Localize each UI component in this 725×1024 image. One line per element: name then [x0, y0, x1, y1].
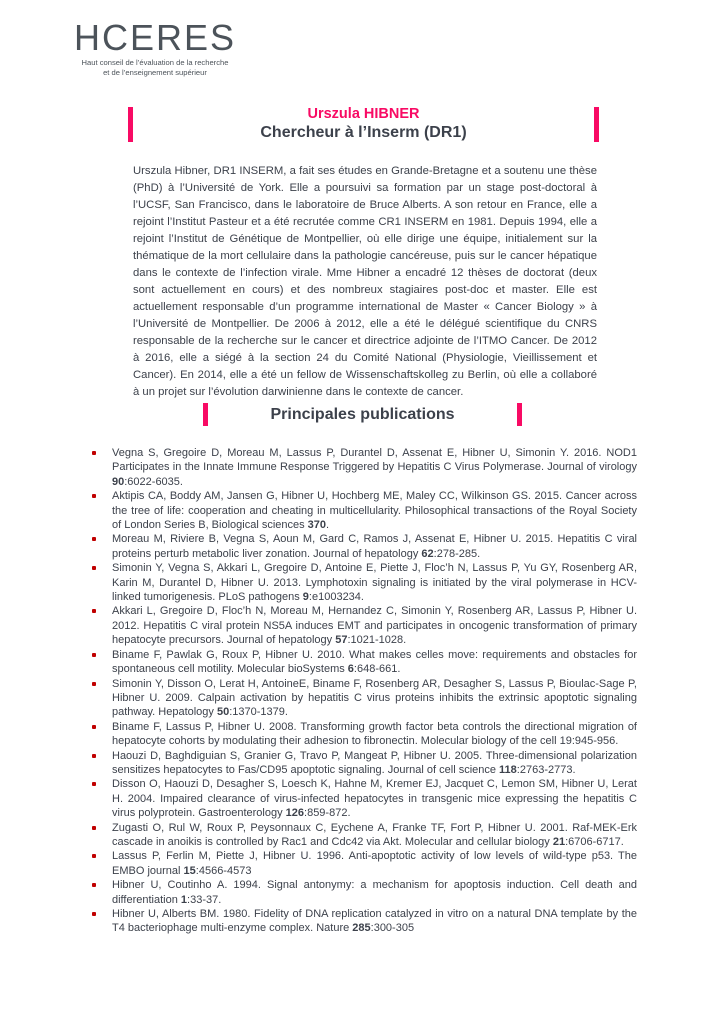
bullet-icon	[92, 682, 96, 686]
publication-volume: 118	[499, 763, 517, 776]
title-center	[133, 106, 594, 142]
publications-heading-row	[0, 403, 725, 426]
publication-item	[90, 849, 637, 878]
publication-pages: :6022-6035.	[124, 475, 183, 488]
publication-volume: 57	[335, 634, 348, 647]
heading-right-bar	[517, 403, 522, 426]
publication-item	[90, 489, 637, 532]
publication-volume: 126	[285, 807, 305, 820]
publication-text: Simonin Y, Vegna S, Akkari L, Gregoire D, Antoine E, Piette J, Floc’h N, Lassus P, Yu GY, Rosenberg AR, Karin M, Durantel D, Hibner U. 2013. Lymphotoxin signaling is initiated by the viral polymerase in HCV-linked tumorigenesis. PLoS pathogens	[112, 562, 637, 604]
hceres-wordmark: HCERES	[73, 17, 237, 58]
title-right-bar	[594, 107, 599, 142]
publication-text: Hibner U, Coutinho A. 1994. Signal antonymy: a mechanism for apoptosis induction. Cell death and differentiation	[112, 879, 637, 906]
publication-volume: 9	[302, 591, 309, 604]
person-role: Chercheur à l’Inserm (DR1)	[260, 124, 467, 141]
publication-text: Lassus P, Ferlin M, Piette J, Hibner U. 1996. Anti-apoptotic activity of low levels of wild-type p53. The EMBO journal	[112, 850, 637, 877]
biography-paragraph: Urszula Hibner, DR1 INSERM, a fait ses études en Grande-Bretagne et a soutenu une thèse (PhD) à l’Université de York. Elle a poursuivi sa formation par un stage post-doctoral à l’UCSF, San Francisco, dans le laboratoire de Bruce Alberts. A son retour en France, elle a rejoint l’Institut Pasteur et a été recrutée comme CR1 INSERM en 1981. Depuis 1994, elle a rejoint l’Institut de Génétique de Montpellier, où elle dirige une équipe, initialement sur la thématique de la mort cellulaire dans la pathologie cancéreuse, puis sur le cancer hépatique dans le contexte de l’infection virale. Mme Hibner a encadré 12 thèses de doctorat (deux sont actuellement en cours) et des nombreux stagiaires post-doc et master. Elle est actuellement responsable d’un programme international de Master « Cancer Biology » à l’Université de Montpellier. De 2006 à 2012, elle a été le délégué scientifique du CNRS responsable de la recherche sur le cancer et directrice adjointe de l’ITMO Cancer. De 2012 à 2016, elle a siégé à la section 24 du Comité National (Physiologie, Vieillissement et Cancer). En 2014, elle a été un fellow de Wissenschaftskolleg zu Berlin, où elle a collaboré à un projet sur l’évolution darwinienne dans le contexte de cancer.	[133, 165, 597, 398]
bullet-icon	[92, 754, 96, 758]
bullet-icon	[92, 653, 96, 657]
publication-text: Biname F, Pawlak G, Roux P, Hibner U. 2010. What makes celles move: requirements and obstacles for spontaneous cell motility. Molecular bioSystems	[112, 648, 637, 676]
publication-item	[90, 604, 637, 647]
publication-pages: :648-661.	[353, 663, 401, 676]
publication-item	[90, 749, 637, 778]
hceres-subtitle-line1: Haut conseil de l’évaluation de la recherche	[81, 58, 229, 67]
publication-text: Akkari L, Gregoire D, Floc’h N, Moreau M, Hernandez C, Simonin Y, Rosenberg AR, Lassus P, Hibner U. 2012. Hepatitis C viral protein NS5A induces EMT and participates in oncogenic transformation of primary hepatocyte precursors. Journal of hepatology	[112, 605, 637, 647]
publication-text: Moreau M, Riviere B, Vegna S, Aoun M, Gard C, Ramos J, Assenat E, Hibner U. 2015. Hepatitis C viral proteins perturb metabolic liver zonation. Journal of hepatology	[112, 533, 637, 560]
person-name: Urszula HIBNER	[307, 106, 420, 122]
publication-pages: :6706-6717.	[565, 835, 624, 848]
publication-volume: 62	[421, 547, 434, 560]
publication-item	[90, 446, 637, 489]
publication-pages: :1370-1379.	[229, 706, 288, 719]
publication-volume: 15	[183, 864, 196, 877]
publication-pages: .	[326, 519, 330, 532]
publication-text: Zugasti O, Rul W, Roux P, Peysonnaux C, Eychene A, Franke TF, Fort P, Hibner U. 2001. Raf-MEK-Erk cascade in anoikis is controlled by Rac1 and Cdc42 via Akt. Molecular and cellular biology	[112, 821, 637, 848]
publication-text: Vegna S, Gregoire D, Moreau M, Lassus P, Durantel D, Assenat E, Hibner U, Simonin Y. 2016. NOD1 Participates in the Innate Immune Response Triggered by Hepatitis C Virus Polymerase. Journal of virology	[112, 447, 637, 474]
bullet-icon	[92, 451, 96, 455]
bullet-icon	[92, 854, 96, 858]
bullet-icon	[92, 912, 96, 916]
publication-item	[90, 777, 637, 820]
publication-item	[90, 878, 637, 907]
publication-pages: :e1003234.	[308, 591, 364, 604]
publication-volume: 21	[552, 835, 566, 848]
publication-text: Biname F, Lassus P, Hibner U. 2008. Transforming growth factor beta controls the directional migration of hepatocyte cohorts by modulating their adhesion to fibronectin. Molecular biology of the cell 19:945-956.	[112, 720, 637, 748]
publication-pages: :2763-2773.	[516, 763, 576, 776]
publication-text: Simonin Y, Disson O, Lerat H, AntoineE, Biname F, Rosenberg AR, Desagher S, Lassus P, Bioulac-Sage P, Hibner U. 2009. Calpain activation by hepatitis C virus proteins inhibits the extrinsic apoptotic signaling pathway. Hepatology	[112, 677, 637, 719]
publication-item	[90, 561, 637, 604]
publication-volume: 90	[112, 475, 125, 488]
publication-volume: 50	[216, 706, 230, 719]
publication-volume: 285	[352, 922, 371, 935]
bullet-icon	[92, 883, 96, 887]
publication-item	[90, 677, 637, 720]
publication-volume: 370	[307, 519, 327, 532]
hceres-subtitle	[62, 58, 248, 77]
publication-item	[90, 532, 637, 561]
publication-text: Haouzi D, Baghdiguian S, Granier G, Travo P, Mangeat P, Hibner U. 2005. Three-dimensional polarization sensitizes hepatocytes to Fas/CD95 apoptotic signaling. Journal of cell science	[112, 749, 637, 776]
publication-pages: :4566-4573	[195, 864, 252, 877]
publication-item	[90, 648, 637, 677]
publication-pages: :33-37.	[187, 893, 222, 906]
publication-item	[90, 720, 637, 749]
publication-pages: :1021-1028.	[347, 634, 407, 647]
bullet-icon	[92, 826, 96, 830]
publication-item	[90, 907, 637, 936]
publication-volume: 6	[347, 663, 354, 676]
publication-pages: :278-285.	[433, 547, 481, 560]
bullet-icon	[92, 537, 96, 541]
publication-text: Disson O, Haouzi D, Desagher S, Loesch K, Hahne M, Kremer EJ, Jacquet C, Lemon SM, Hibner U, Lerat H. 2004. Impaired clearance of virus-infected hepatocytes in transgenic mice expressing the hepatitis C virus polyprotein. Gastroenterology	[112, 778, 637, 820]
publication-text: Aktipis CA, Boddy AM, Jansen G, Hibner U, Hochberg ME, Maley CC, Wilkinson GS. 2015. Cancer across the tree of life: cooperation and cheating in multicellularity. Philosophical transactions of the Royal Society of London Series B, Biological sciences	[112, 490, 637, 532]
publications-list	[90, 446, 637, 936]
publication-pages: :300-305	[370, 922, 415, 935]
bullet-icon	[92, 782, 96, 786]
bullet-icon	[92, 609, 96, 613]
bullet-icon	[92, 566, 96, 570]
bullet-icon	[92, 725, 96, 729]
publications-heading: Principales publications	[270, 405, 455, 423]
publication-text: Hibner U, Alberts BM. 1980. Fidelity of DNA replication catalyzed in vitro on a natural DNA template by the T4 bacteriophage multi-enzyme complex. Nature	[112, 908, 637, 935]
publication-volume: 1	[180, 893, 188, 906]
bullet-icon	[92, 494, 96, 498]
publication-item	[90, 821, 637, 850]
title-block	[128, 106, 599, 142]
hceres-logo	[62, 17, 248, 77]
publication-pages: :859-872.	[304, 807, 351, 820]
hceres-subtitle-line2: et de l’enseignement supérieur	[103, 67, 207, 77]
